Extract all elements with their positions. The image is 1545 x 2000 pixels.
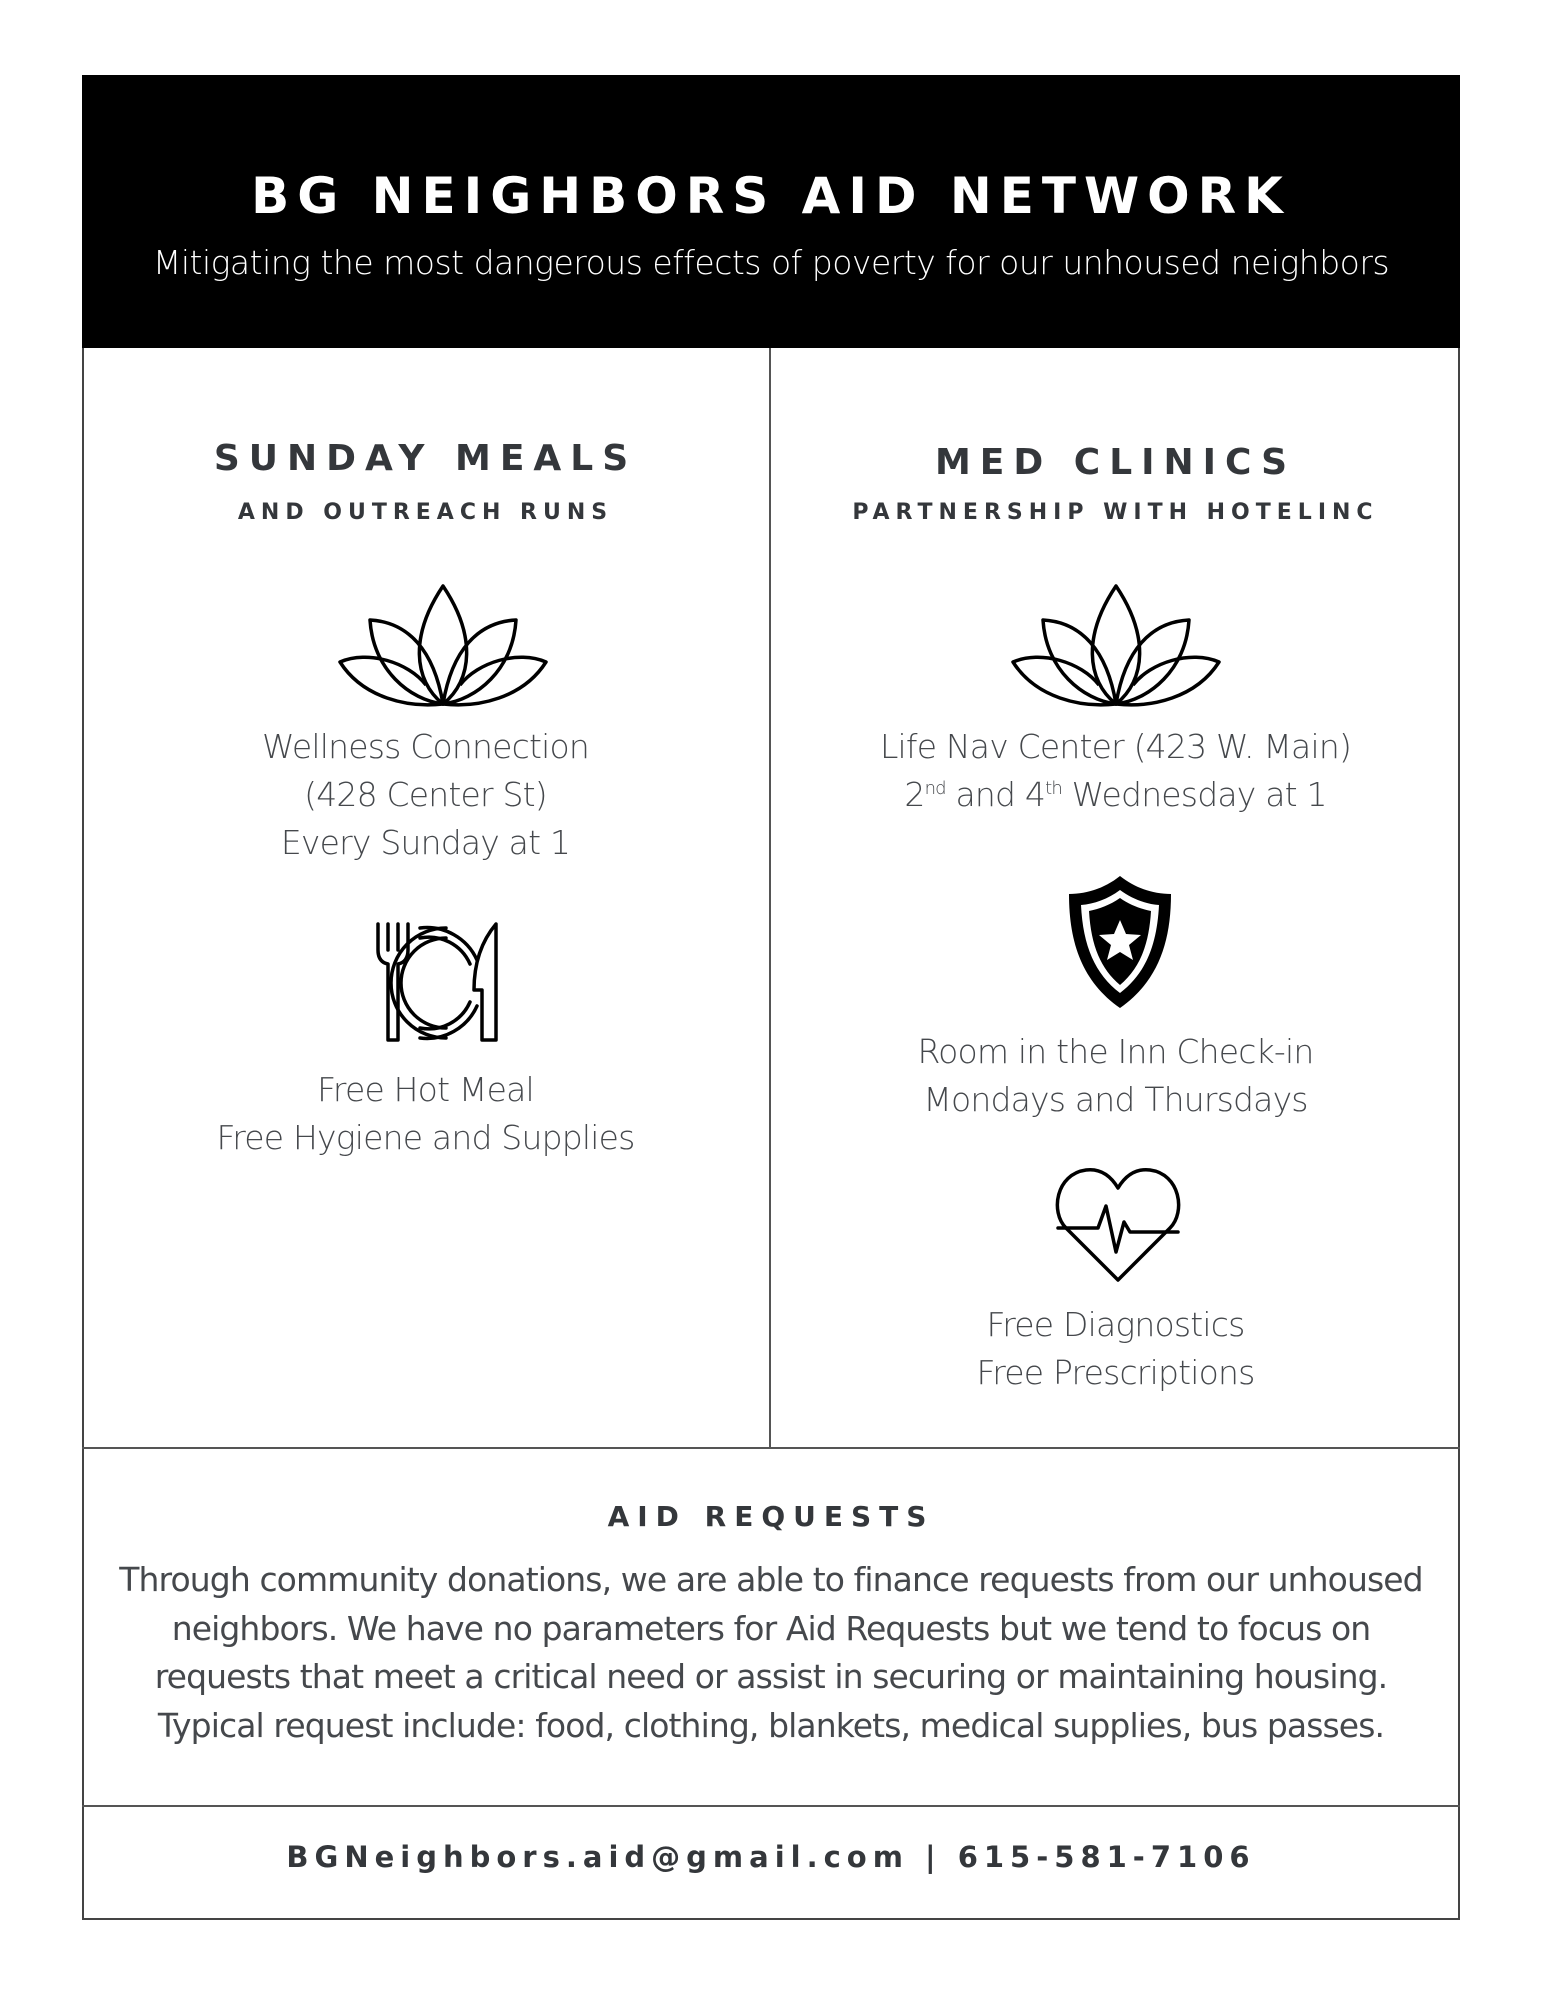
service-line: Free Diagnostics	[986, 1305, 1245, 1344]
location-line: (428 Center St)	[304, 775, 547, 814]
contact-footer: BGNeighbors.aid@gmail.com | 615-581-7106	[286, 1840, 1256, 1874]
sunday-meals-section	[82, 348, 769, 1447]
checkin-line: Room in the Inn Check-in	[917, 1032, 1314, 1071]
offer-line: Free Hot Meal	[317, 1070, 534, 1109]
sunday-meals-subheading: AND OUTREACH RUNS	[237, 500, 614, 525]
sunday-meals-heading: SUNDAY MEALS	[213, 438, 638, 479]
schedule-line	[771, 771, 1460, 819]
aid-line: requests that meet a critical need or assist in securing or maintaining housing.	[154, 1657, 1388, 1696]
checkin-line: Mondays and Thursdays	[923, 1080, 1308, 1119]
sunday-meals-offers	[82, 1066, 769, 1162]
med-clinics-location	[771, 723, 1460, 819]
aid-requests-body	[82, 1556, 1460, 1750]
location-line: Wellness Connection	[262, 727, 589, 766]
aid-line: neighbors. We have no parameters for Aid Requests but we tend to focus on	[171, 1608, 1371, 1648]
schedule-n1: 2	[904, 775, 925, 814]
location-line: Every Sunday at 1	[280, 823, 571, 862]
room-in-the-inn	[771, 1028, 1460, 1124]
section-divider-aid	[82, 1447, 1460, 1449]
service-line: Free Prescriptions	[976, 1353, 1255, 1392]
med-clinics-subheading: PARTNERSHIP WITH HOTELINC	[852, 500, 1379, 525]
med-clinics-heading: MED CLINICS	[934, 442, 1297, 483]
schedule-sup2: th	[1045, 778, 1062, 799]
shield-star-icon	[1065, 874, 1175, 1010]
page-title: BG NEIGHBORS AID NETWORK	[251, 167, 1291, 225]
heart-pulse-icon	[1054, 1166, 1182, 1284]
schedule-sup1: nd	[924, 778, 946, 799]
lotus-icon	[1011, 580, 1221, 710]
schedule-mid: and	[945, 775, 1025, 814]
header-banner	[82, 75, 1460, 348]
aid-requests-heading: AID REQUESTS	[607, 1500, 935, 1533]
schedule-rest: Wednesday at 1	[1061, 775, 1327, 814]
location-line: Life Nav Center (423 W. Main)	[879, 727, 1352, 766]
plate-fork-knife-icon	[374, 920, 504, 1046]
schedule-n2: 4	[1024, 775, 1046, 814]
sunday-meals-location	[82, 723, 769, 867]
lotus-icon	[338, 580, 548, 710]
page-subtitle: Mitigating the most dangerous effects of poverty for our unhoused neighbors	[152, 243, 1390, 282]
aid-line: Through community donations, we are able to finance requests from our unhoused	[119, 1560, 1423, 1599]
med-clinics-section	[771, 348, 1460, 1447]
offer-line: Free Hygiene and Supplies	[216, 1118, 635, 1157]
aid-line: Typical request include: food, clothing, blankets, medical supplies, bus passes.	[157, 1705, 1385, 1745]
med-clinics-services	[771, 1301, 1460, 1397]
section-divider-footer	[82, 1805, 1460, 1807]
